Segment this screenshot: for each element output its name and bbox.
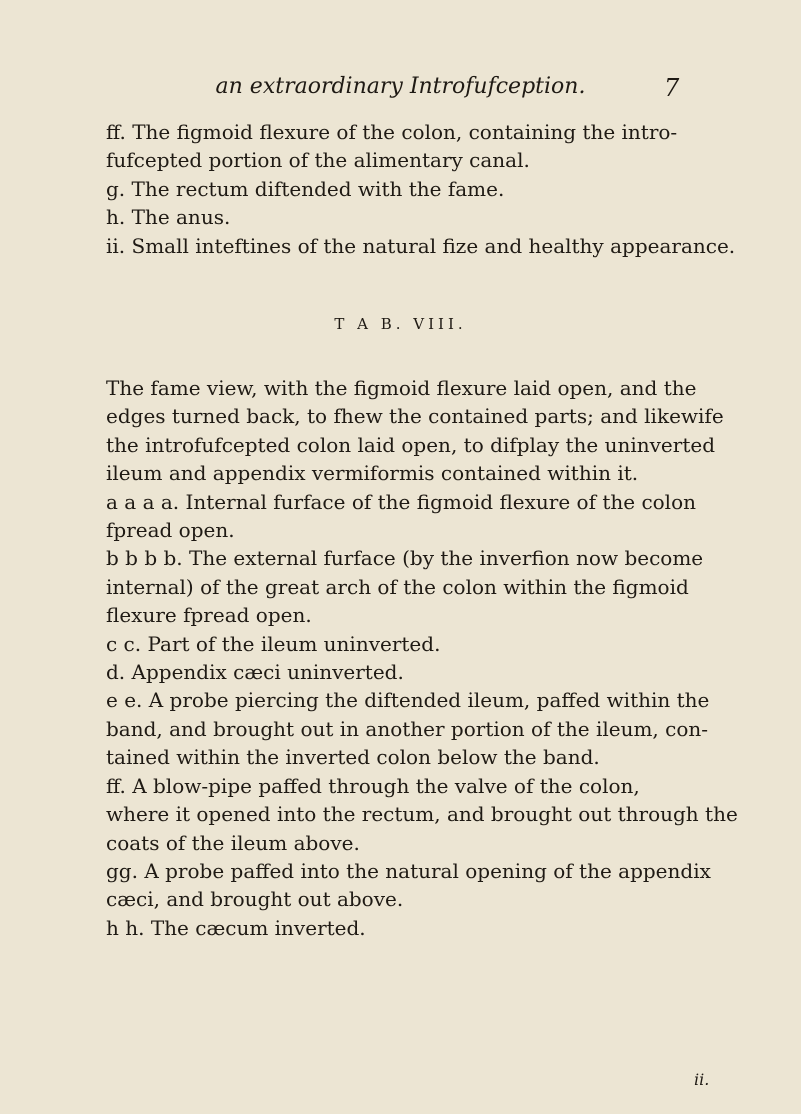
text-line: d. Appendix cæci uninverted. — [106, 660, 404, 685]
text-line: edges turned back, to fhew the contained parts; and likewife — [106, 404, 724, 429]
text-line: fufcepted portion of the alimentary canal. — [106, 148, 530, 173]
page-number: 7 — [664, 74, 680, 102]
text-line: The fame view, with the figmoid flexure laid open, and the — [106, 376, 697, 400]
text-line: tained within the inverted colon below the band. — [106, 745, 600, 770]
text-line: e e. A probe piercing the diftended ileum, paffed within the — [106, 688, 710, 713]
plate-heading: T A B. VIII. — [334, 315, 467, 333]
explanation-list-2 — [106, 374, 738, 942]
text-line: b b b b. The external furface (by the inverfion now become — [106, 546, 704, 571]
text-line: internal) of the great arch of the colon within the figmoid — [106, 574, 689, 599]
text-line: band, and brought out in another portion of the ileum, con- — [106, 716, 709, 741]
text-line: ii. Small inteftines of the natural fize and healthy appearance. — [106, 233, 736, 258]
text-line: c c. Part of the ileum uninverted. — [106, 631, 441, 656]
text-line: h h. The cæcum inverted. — [106, 915, 366, 940]
text-line: ff. A blow-pipe paffed through the valve of the colon, — [106, 773, 640, 798]
text-line: h. The anus. — [106, 205, 231, 230]
text-line: flexure fpread open. — [106, 603, 312, 628]
text-line: a a a a. Internal furface of the figmoid flexure of the colon — [106, 489, 696, 514]
text-line: g. The rectum diftended with the fame. — [106, 176, 505, 201]
text-line: ileum and appendix vermiformis contained within it. — [106, 461, 639, 486]
explanation-list-1 — [106, 118, 736, 260]
signature-mark: ii. — [694, 1070, 710, 1089]
text-line: coats of the ileum above. — [106, 830, 360, 855]
page-title: an extraordinary Introfufception. — [215, 74, 586, 99]
text-line: cæci, and brought out above. — [106, 887, 404, 912]
text-line: where it opened into the rectum, and brought out through the — [106, 802, 738, 827]
text-line: fpread open. — [106, 518, 235, 543]
text-line: ff. The figmoid flexure of the colon, containing the intro- — [106, 120, 678, 144]
running-header — [0, 74, 801, 104]
text-line: gg. A probe paffed into the natural opening of the appendix — [106, 858, 711, 883]
text-line: the introfufcepted colon laid open, to difplay the uninverted — [106, 432, 715, 457]
